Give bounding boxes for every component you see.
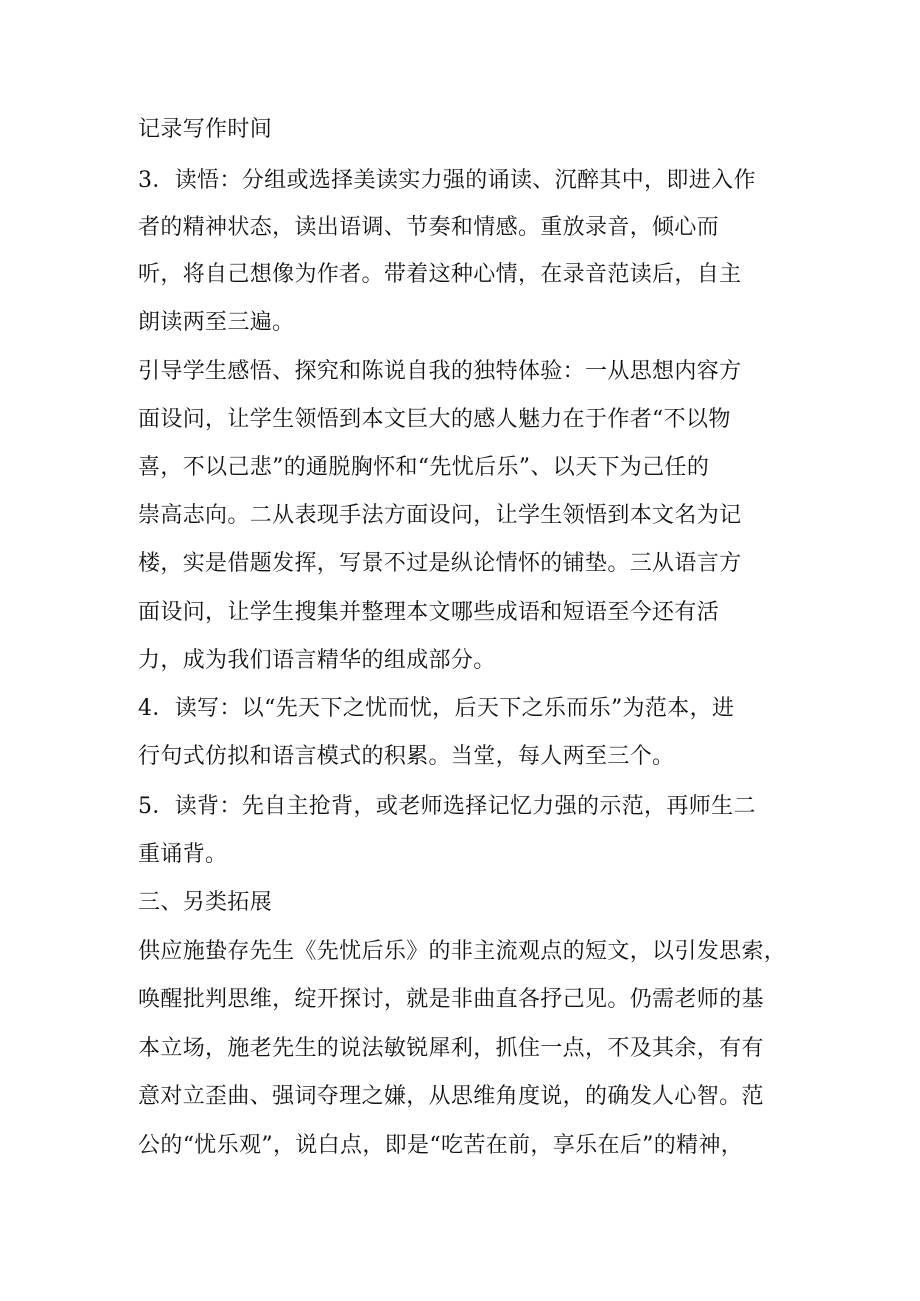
- text-line: 本立场，施老先生的说法敏锐犀利，抓住一点，不及其余，有有: [138, 1036, 764, 1061]
- text-line: 喜，不以己悲”的通脱胸怀和“先忧后乐”、以天下为己任的: [138, 455, 710, 480]
- text-line: 面设问，让学生搜集并整理本文哪些成语和短语至今还有活: [138, 600, 720, 625]
- text-line: 听，将自己想像为作者。带着这种心情，在录音范读后，自主: [138, 262, 742, 287]
- text-line: 3．读悟：分组或选择美读实力强的诵读、沉醉其中，即进入作: [138, 168, 756, 193]
- text-line: 行句式仿拟和语言模式的积累。当堂，每人两至三个。: [138, 744, 675, 769]
- text-line: 重诵背。: [138, 842, 228, 867]
- text-line: 朗读两至三遍。: [138, 310, 295, 335]
- text-line: 记录写作时间: [138, 117, 273, 142]
- text-line: 崇高志向。二从表现手法方面设问，让学生领悟到本文名为记: [138, 503, 742, 528]
- text-line: 面设问，让学生领悟到本文巨大的感人魅力在于作者“不以物: [138, 407, 731, 432]
- text-line: 公的“忧乐观”，说白点，即是“吃苦在前，享乐在后”的精神，: [138, 1133, 744, 1158]
- text-line: 引导学生感悟、探究和陈说自我的独特体验：一从思想内容方: [138, 359, 742, 384]
- section-heading: 三、另类拓展: [138, 890, 273, 915]
- text-line: 者的精神状态，读出语调、节奏和情感。重放录音，倾心而: [138, 215, 720, 240]
- text-line: 意对立歪曲、强词夺理之嫌，从思维角度说，的确发人心智。范: [138, 1084, 764, 1109]
- text-line: 4．读写：以“先天下之忧而忧，后天下之乐而乐”为范本，进: [138, 696, 735, 721]
- text-line: 5．读背：先自主抢背，或老师选择记忆力强的示范，再师生二: [138, 794, 756, 819]
- text-line: 力，成为我们语言精华的组成部分。: [138, 648, 496, 673]
- text-line: 唤醒批判思维，绽开探讨，就是非曲直各抒己见。仍需老师的基: [138, 987, 764, 1012]
- text-line: 楼，实是借题发挥，写景不过是纵论情怀的铺垫。三从语言方: [138, 551, 742, 576]
- text-line: 供应施蛰存先生《先忧后乐》的非主流观点的短文，以引发思索，: [138, 939, 787, 964]
